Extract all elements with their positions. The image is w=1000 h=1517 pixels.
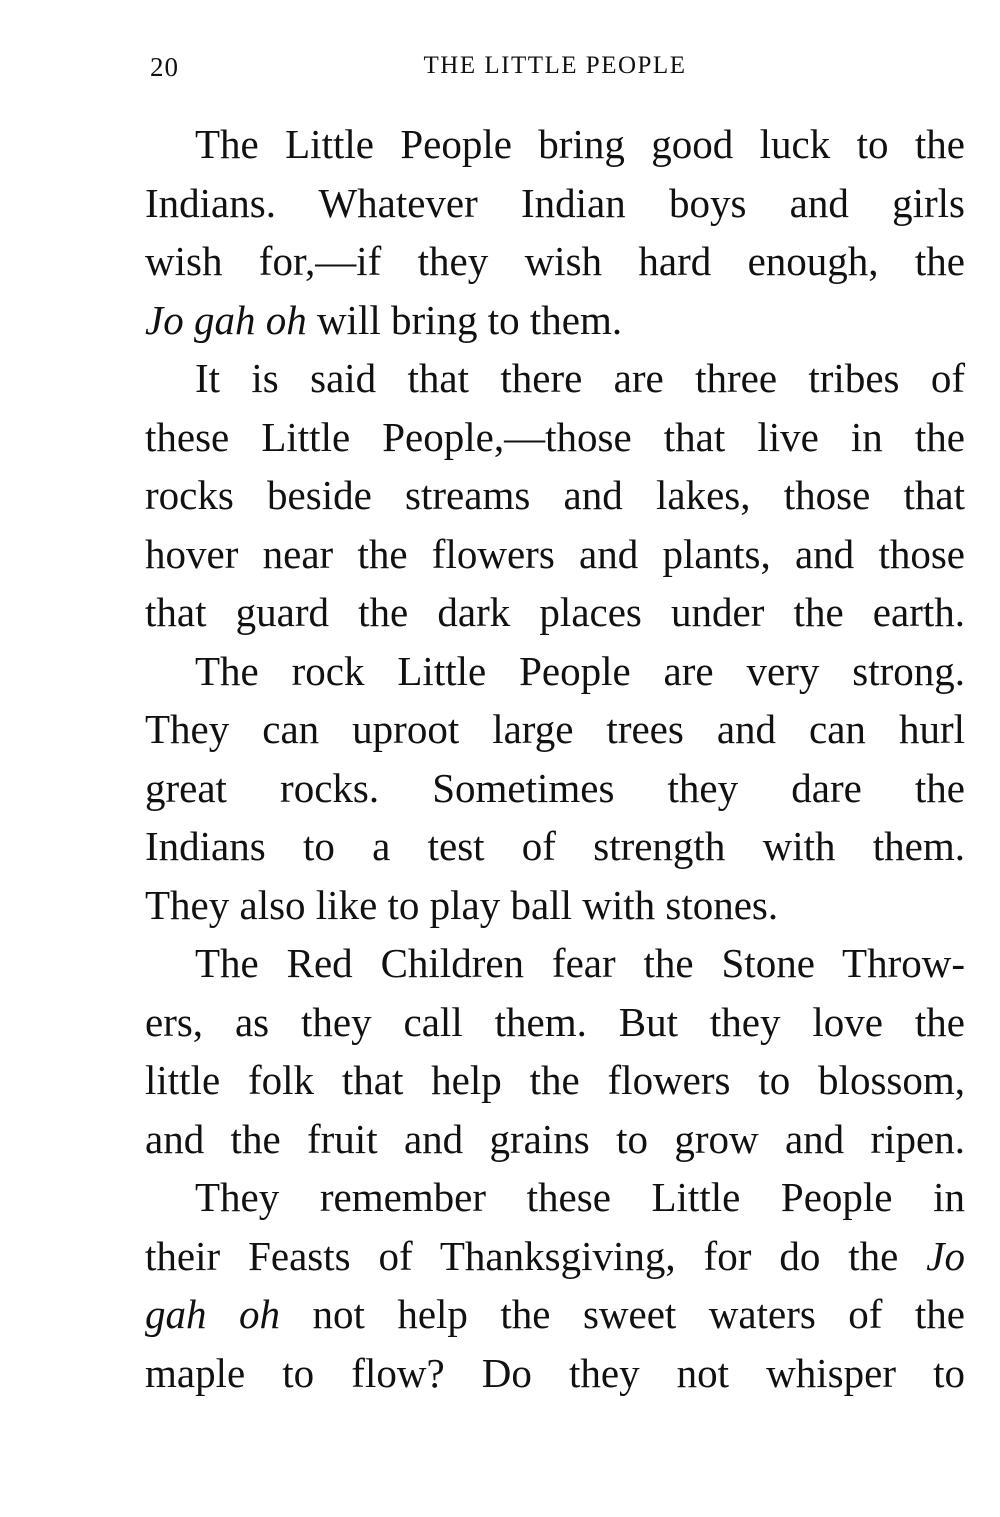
text-segment: their Feasts of Thanksgiving, for do the [145, 1232, 927, 1279]
paragraph-5 [145, 1168, 965, 1402]
body-text [145, 115, 965, 1402]
text-segment: not help the sweet waters of the [279, 1291, 966, 1337]
text-line: that guard the dark places under the earth. [145, 589, 965, 635]
text-line [145, 1285, 965, 1344]
text-line: They remember these Little People in [195, 1174, 965, 1220]
italic-term: Jo gah oh [145, 296, 307, 343]
text-line: They can uproot large trees and can hurl [145, 706, 965, 752]
paragraph-2 [145, 349, 965, 642]
text-line: maple to flow? Do they not whisper to [145, 1349, 965, 1396]
italic-term: Jo [926, 1232, 965, 1279]
text-line [145, 1227, 965, 1286]
running-title: THE LITTLE PEOPLE [423, 52, 687, 79]
text-line: The rock Little People are very strong. [195, 647, 965, 694]
text-line: They also like to play ball with stones. [145, 881, 779, 928]
text-line: great rocks. Sometimes they dare the [145, 764, 965, 811]
text-line: The Red Children fear the Stone Throw- [195, 940, 965, 986]
page-number: 20 [150, 52, 179, 82]
text-line: and the fruit and grains to grow and ripen. [145, 1115, 965, 1162]
text-line: Indians. Whatever Indian boys and girls [145, 179, 965, 226]
text-line: wish for,—if they wish hard enough, the [145, 238, 965, 284]
paragraph-4 [145, 934, 965, 1168]
text-line: It is said that there are three tribes of [195, 355, 965, 401]
paragraph-3 [145, 642, 965, 935]
italic-term: gah oh [145, 1291, 280, 1337]
text-line: ers, as they call them. But they love the [145, 998, 965, 1045]
page-header [150, 52, 960, 88]
text-line: hover near the flowers and plants, and those [145, 530, 965, 577]
text-line: these Little People,—those that live in the [145, 413, 965, 460]
paragraph-1 [145, 115, 965, 349]
text-line [145, 291, 965, 350]
text-line: little folk that help the flowers to blossom, [145, 1057, 965, 1103]
text-line: Indians to a test of strength with them. [145, 823, 965, 869]
text-line: rocks beside streams and lakes, those that [145, 472, 965, 518]
text-line: The Little People bring good luck to the [195, 121, 965, 167]
text-segment: will bring to them. [306, 296, 623, 343]
